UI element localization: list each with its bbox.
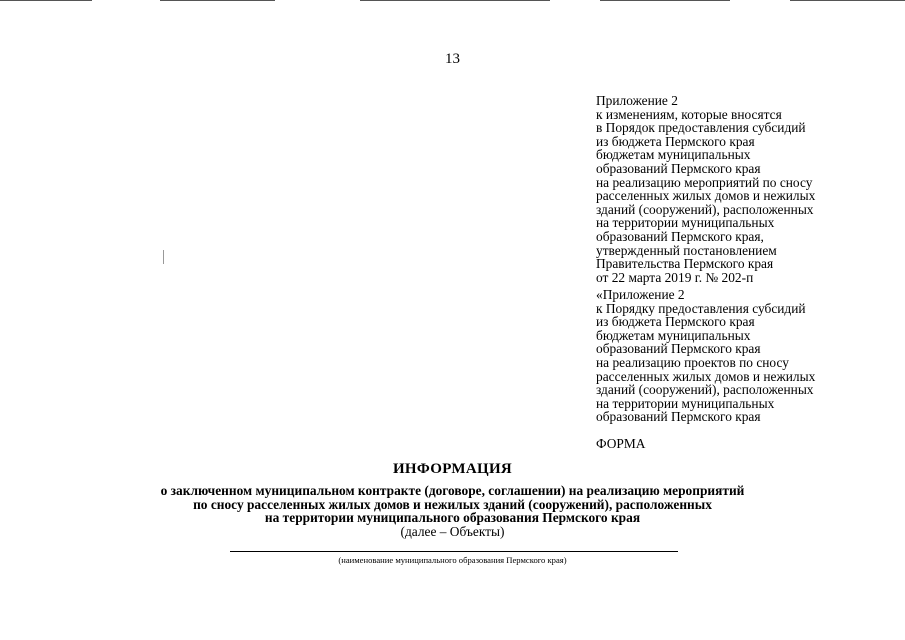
document-subtitle [0,484,905,538]
annex-amendment-line: Правительства Пермского края [596,256,774,272]
annex-order-line: образований Пермского края [596,341,761,357]
page-number: 13 [445,51,460,67]
annex-order-line: из бюджета Пермского края [596,314,755,330]
scan-mark [163,250,164,264]
form-label: ФОРМА [596,436,646,451]
annex-amendment-line: зданий (сооружений), расположенных [596,201,814,217]
annex-amendment-line: на территории муниципальных [596,215,775,231]
annex-order-line: расселенных жилых домов и нежилых [596,368,816,384]
annex-order-line: «Приложение 2 [596,287,685,302]
annex-amendment-line: из бюджета Пермского края [596,133,755,149]
annex-amendment-line: от 22 марта 2019 г. № 202-п [596,269,754,285]
annex-amendment-line: на реализацию мероприятий по сносу [596,174,813,190]
annex-order-line: на реализацию проектов по сносу [596,354,789,370]
subtitle-note: (далее – Объекты) [400,523,505,539]
annex-amendment-line: расселенных жилых домов и нежилых [596,188,816,204]
annex-amendment-block [596,94,815,284]
top-scan-rule [0,0,905,2]
subtitle-line: по сносу расселенных жилых домов и нежилых зданий (сооружений), расположенных [193,496,712,512]
subtitle-line: о заключенном муниципальном контракте (договоре, соглашении) на реализацию мероприятий [160,483,745,498]
municipality-name-field[interactable] [230,551,678,552]
annex-amendment-line: утвержденный постановлением [596,242,777,258]
document-title: ИНФОРМАЦИЯ [392,461,513,477]
subtitle-line: на территории муниципального образования Пермского края [264,510,641,525]
annex-amendment-line: бюджетам муниципальных [596,147,751,163]
annex-amendment-line: образований Пермского края, [596,228,764,244]
annex-order-line: зданий (сооружений), расположенных [596,382,814,398]
annex-order-line: бюджетам муниципальных [596,327,751,343]
annex-order-line: образований Пермского края [596,409,761,425]
municipality-name-caption: (наименование муниципального образования Пермского края) [338,555,567,565]
annex-order-line: на территории муниципальных [596,395,775,411]
annex-amendment-line: образований Пермского края [596,160,761,176]
annex-order-line: к Порядку предоставления субсидий [596,300,806,316]
annex-amendment-line: в Порядок предоставления субсидий [596,120,806,136]
annex-amendment-line: Приложение 2 [596,93,678,108]
annex-amendment-line: к изменениям, которые вносятся [596,106,782,122]
annex-order-block [596,288,815,424]
